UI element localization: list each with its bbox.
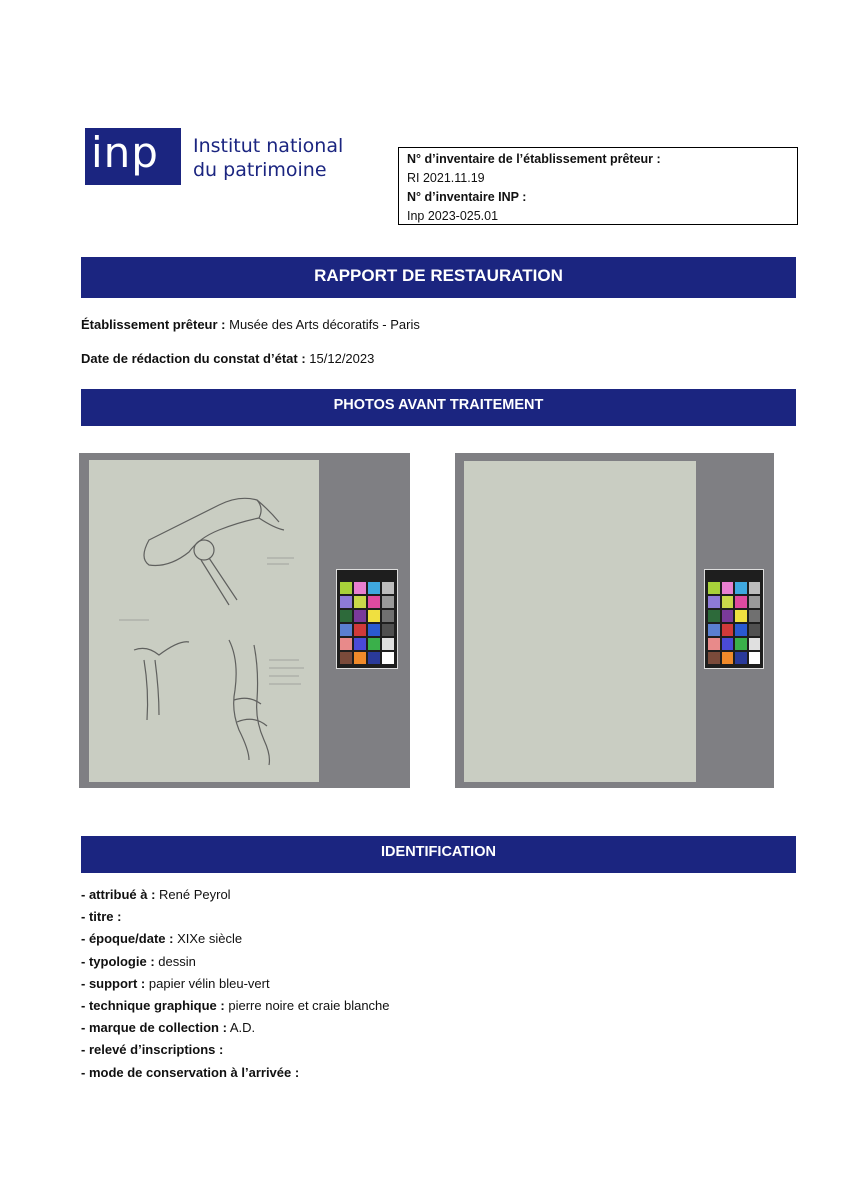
inp-inventory-value: Inp 2023-025.01 — [407, 209, 499, 223]
photo-verso — [455, 453, 774, 788]
identification-item: - technique graphique : pierre noire et craie blanche — [81, 998, 390, 1014]
identification-item: - époque/date : XIXe siècle — [81, 931, 243, 947]
photos-banner: PHOTOS AVANT TRAITEMENT — [81, 389, 796, 426]
identification-item: - support : papier vélin bleu-vert — [81, 975, 270, 991]
identification-item: - relevé d’inscriptions : — [81, 1042, 224, 1058]
identification-list — [81, 884, 390, 1084]
identification-item: - titre : — [81, 909, 122, 925]
inventory-box — [398, 147, 798, 225]
date-label: Date de rédaction du constat d’état : — [81, 351, 306, 366]
inp-logo-mark: inp — [85, 128, 181, 185]
color-checker-chart — [336, 569, 398, 669]
lender-inventory-value: RI 2021.11.19 — [407, 171, 485, 185]
drawing-sheet — [89, 460, 319, 782]
color-checker-chart-2 — [704, 569, 764, 669]
identification-item: - typologie : dessin — [81, 953, 196, 969]
lender-value: Musée des Arts décoratifs - Paris — [229, 317, 420, 332]
report-title-banner: RAPPORT DE RESTAURATION — [81, 257, 796, 298]
date-value: 15/12/2023 — [309, 351, 375, 366]
identification-banner: IDENTIFICATION — [81, 836, 796, 873]
institution-name-line1: Institut national — [193, 135, 344, 157]
drawing-sketch — [89, 460, 319, 782]
institution-name-line2: du patrimoine — [193, 159, 327, 181]
lender-inventory-label: N° d’inventaire de l’établissement prêteur : — [407, 152, 661, 166]
date-line — [81, 350, 374, 368]
lender-line — [81, 316, 420, 334]
blank-sheet — [464, 461, 696, 782]
identification-item: - marque de collection : A.D. — [81, 1020, 256, 1036]
photo-recto — [79, 453, 410, 788]
institution-name — [193, 134, 343, 182]
identification-item: - mode de conservation à l’arrivée : — [81, 1064, 300, 1080]
inp-inventory-label: N° d’inventaire INP : — [407, 190, 527, 204]
lender-label: Établissement prêteur : — [81, 317, 226, 332]
identification-item: - attribué à : René Peyrol — [81, 887, 231, 902]
